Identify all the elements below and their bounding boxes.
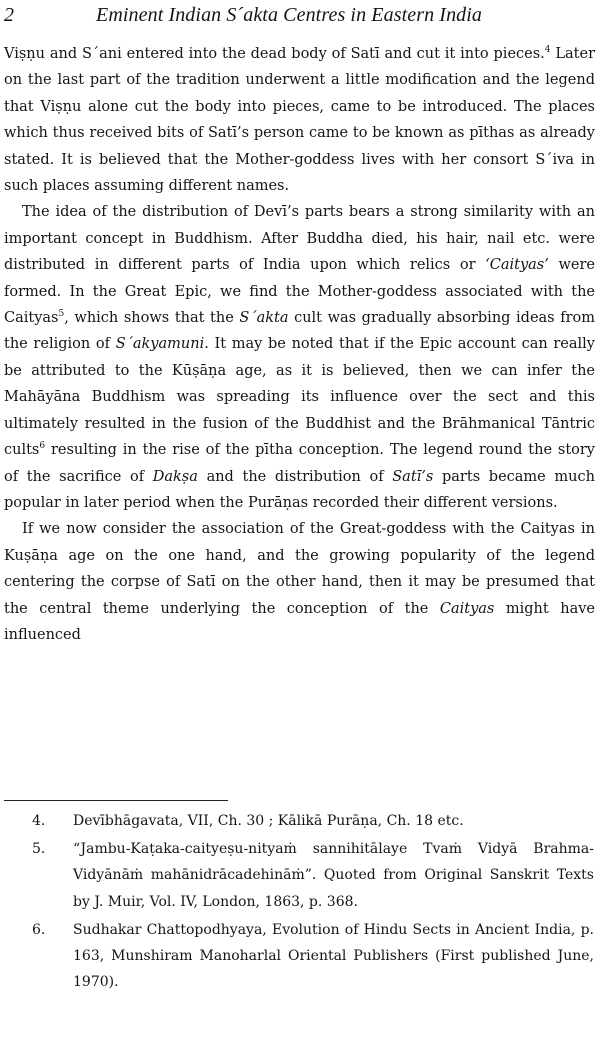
footnote-4 [4,808,594,834]
text-run: parts became much popular in later period when the Purāṇas recorded their different versions. [4,468,595,511]
page-number: 2 [4,4,14,26]
footnote-number: 5. [32,841,46,858]
paragraph-2 [4,199,595,516]
footnote-ref-4: 4 [544,45,551,55]
footnote-text: “Jambu-Kaṭaka-caityeṣu-nityaṁ sannihitālaye Tvaṁ Vidyā Brahma-Vidyānāṁ mahānidrācadehināṁ”. Quoted from Original Sanskrit Texts by J. Muir, Vol. IV, London, 1863, p. 368. [73,841,594,910]
footnote-text: Devībhāgavata, VII, Ch. 30 ; Kālikā Purāṇa, Ch. 18 etc. [73,813,464,829]
running-title: Eminent Indian S´akta Centres in Eastern India [96,4,483,26]
italic-term: S´akyamuni [115,336,205,353]
footnote-6 [4,917,594,996]
footnote-number: 6. [32,921,46,938]
text-run: , which shows that the [64,310,240,327]
footnote-5 [4,836,594,915]
text-run: The idea of the distribution of Devī’s parts bears a strong similarity with an important concept in Buddhism. After Buddha died, his hair, nail etc. were distributed in different parts of India upon which relics or [4,204,595,274]
text-run: If we now consider the association of the Great-goddess with the Caityas in Kuṣāṇa age on the one hand, and the growing popularity of the legend centering the corpse of Satī on the other hand, then it may be presumed that the central theme underlying the conception of the [4,521,595,617]
italic-term: Satī’s [392,468,434,485]
paragraph-1 [4,41,595,199]
text-run: Later on the last part of the tradition underwent a little modification and the legend that Viṣṇu alone cut the body into pieces, came to be introduced. The places which thus received bits of Satī’s person came to be known as pīthas as already stated. It is believed that the Mother-goddess lives with her consort S´iva in such places assuming different names. [4,46,595,195]
text-run: cult was gradually absorbing ideas from the religion of [4,310,595,353]
text-run: might have influenced [4,600,595,643]
body-text [4,41,595,648]
text-run: . It may be noted that if the Epic account can really be attributed to the Kūṣāṇa age, as it is believed, then we can infer the Mahāyāna Buddhism was spreading its influence over the sect and this ultimately resulted in the fusion of the Buddhist and the Brāhmanical Tāntric cults [4,336,595,459]
footnote-ref-6: 6 [39,441,46,452]
footnote-text: Sudhakar Chattopodhyaya, Evolution of Hindu Sects in Ancient India, p. 163, Munshiram Manoharlal Oriental Publishers (First published June, 1970). [73,921,594,991]
text-run: were formed. In the Great Epic, we find the Mother-goddess associated with the Caityas [4,257,595,327]
text-run: Viṣṇu and S´ani entered into the dead body of Satī and cut it into pieces. [4,46,545,62]
italic-term: Caityas [439,600,495,617]
running-head [4,4,592,28]
paragraph-3 [4,516,595,648]
footnote-divider [4,800,228,801]
text-run: resulting in the rise of the pītha conception. The legend round the story of the sacrifice of [4,442,595,485]
footnote-ref-5: 5 [58,309,65,320]
italic-term: S´akta [239,310,289,327]
footnote-number: 4. [32,813,46,829]
text-run: and the distribution of [197,468,393,485]
italic-term: Dakṣa [152,468,198,485]
italic-term: ‘Caityas’ [485,257,549,274]
footnotes [4,808,594,995]
